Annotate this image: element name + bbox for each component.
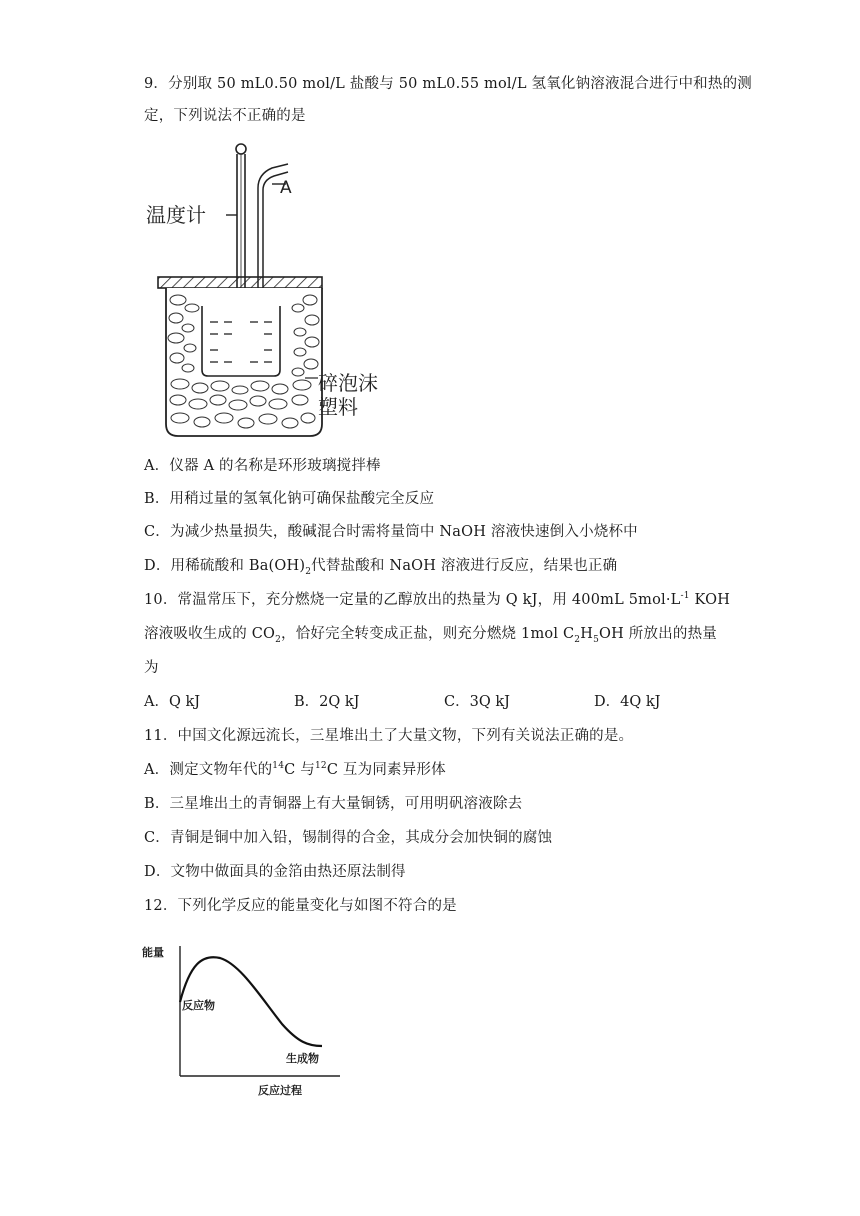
foam-label-line1: 碎泡沫 <box>318 371 378 395</box>
q9-stem-line2: 定，下列说法不正确的是 <box>144 108 306 124</box>
q9-stem-line1: 9．分别取 50 mL0.50 mol/L 盐酸与 50 mL0.55 mol/L 氢氧化钠溶液混合进行中和热的测 <box>144 76 752 92</box>
thermometer-label: 温度计 <box>146 203 206 227</box>
q9-option-a: A．仪器 A 的名称是环形玻璃搅拌棒 <box>144 458 381 474</box>
calorimeter-figure <box>140 138 400 440</box>
q10-stem-line2: 溶液吸收生成的 $CO_2$，恰好完全转变成正盐，则充分燃烧 1mol $C_2H_5OH$ 所放出的热量 <box>144 626 717 645</box>
q11-option-a: A．测定文物年代的$^{14}$C 与$^{12}$C 互为同素异形体 <box>144 761 446 778</box>
product-label: 生成物 <box>286 1052 319 1065</box>
q11-option-d: D．文物中做面具的金箔由热还原法制得 <box>144 864 406 880</box>
y-axis-label: 能量 <box>142 946 164 959</box>
q10-option-b: B．2Q kJ <box>294 694 360 710</box>
reactant-label: 反应物 <box>182 999 215 1012</box>
q11-option-b: B．三星堆出土的青铜器上有大量铜锈，可用明矾溶液除去 <box>144 796 523 812</box>
q10-option-c: C．3Q kJ <box>444 694 510 710</box>
q9-option-b: B．用稍过量的氢氧化钠可确保盐酸完全反应 <box>144 491 435 507</box>
q10-option-a: A．Q kJ <box>144 694 201 710</box>
q10-stem-line3: 为 <box>144 660 159 676</box>
q10-stem-line1: 10．常温常压下，充分燃烧一定量的乙醇放出的热量为 Q kJ，用 400mL $5mol\cdot L^{-1}$ KOH <box>144 591 731 608</box>
q9-option-d: D．用稀硫酸和 $Ba(OH)_2$代替盐酸和 NaOH 溶液进行反应，结果也正确 <box>144 558 618 577</box>
q11-option-c: C．青铜是铜中加入铅，锡制得的合金，其成分会加快铜的腐蚀 <box>144 830 553 846</box>
q12-stem: 12．下列化学反应的能量变化与如图不符合的是 <box>144 898 457 914</box>
q10-option-d: D．4Q kJ <box>594 694 661 710</box>
foam-label-line2: 塑料 <box>318 395 358 419</box>
energy-diagram <box>140 936 350 1102</box>
q11-stem: 11．中国文化源远流长，三星堆出土了大量文物，下列有关说法正确的是。 <box>144 728 634 744</box>
instrument-a-label: A <box>280 178 292 198</box>
x-axis-label: 反应过程 <box>258 1084 302 1097</box>
q9-option-c: C．为减少热量损失，酸碱混合时需将量筒中 NaOH 溶液快速倒入小烧杯中 <box>144 524 638 540</box>
